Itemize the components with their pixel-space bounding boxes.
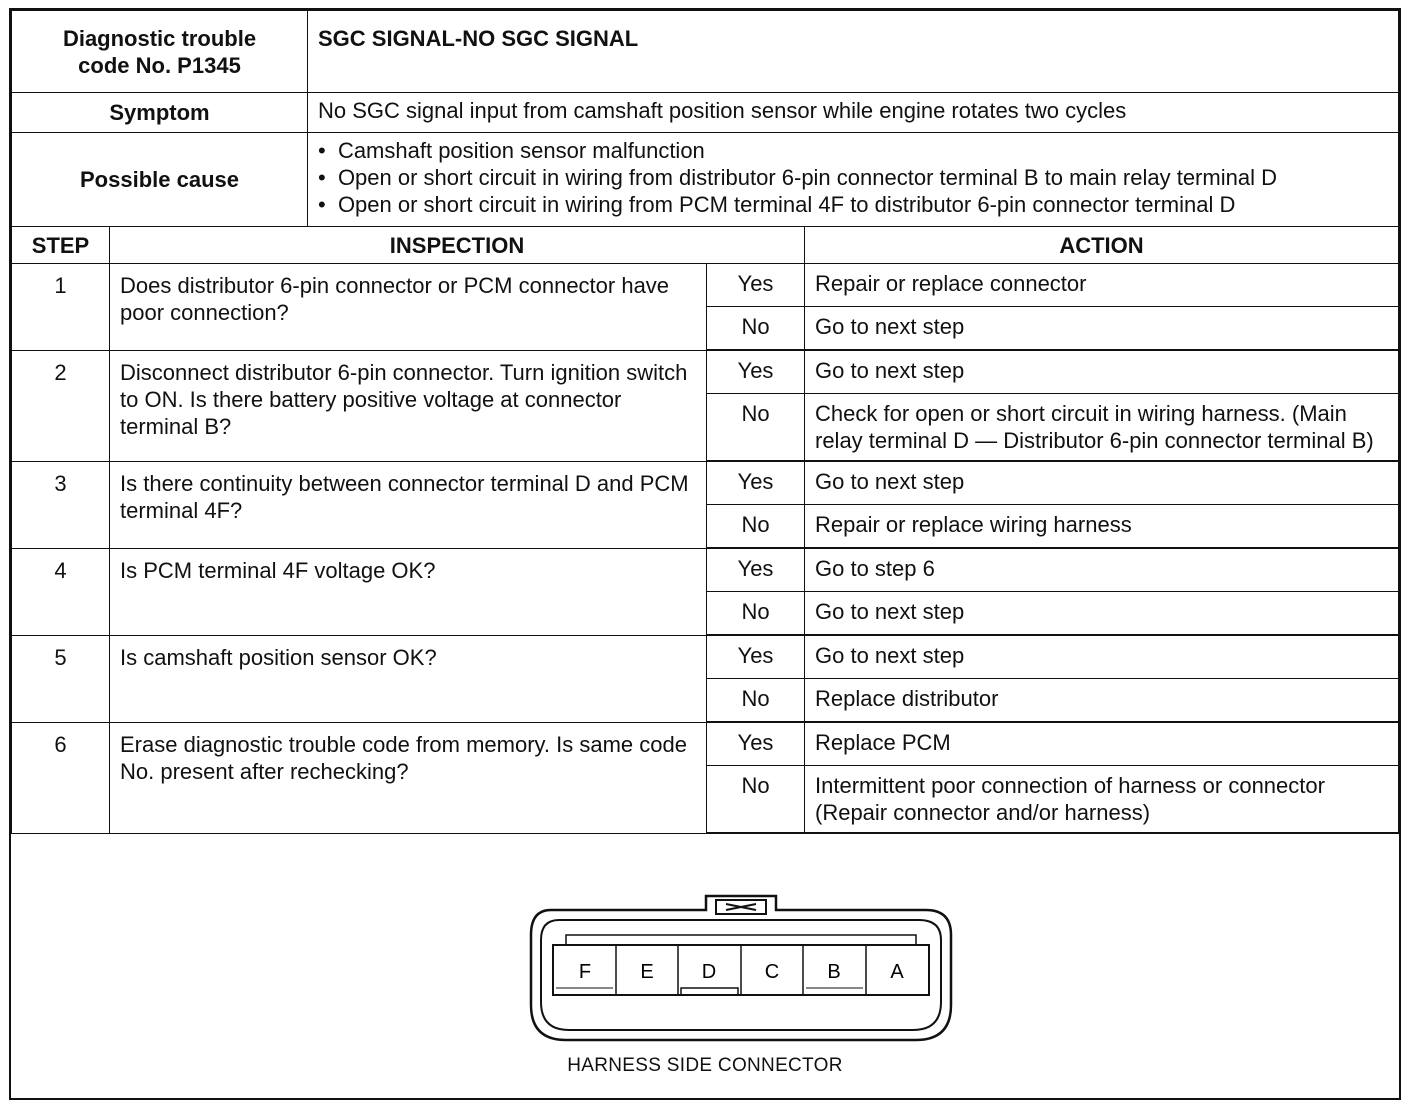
cause-item: • Open or short circuit in wiring from PCM terminal 4F to distributor 6-pin connector terminal D [318, 191, 1388, 218]
answer-no: No [707, 394, 805, 462]
connector-caption: HARNESS SIDE CONNECTOR [567, 1055, 843, 1076]
action-yes: Go to next step [805, 350, 1399, 394]
action-no: Go to next step [805, 307, 1399, 351]
symptom-text: No SGC signal input from camshaft position sensor while engine rotates two cycles [308, 93, 1399, 133]
connector-diagram [11, 850, 1399, 1098]
cause-item: • Open or short circuit in wiring from distributor 6-pin connector terminal B to main relay terminal D [318, 164, 1388, 191]
step-inspection: Is camshaft position sensor OK? [110, 635, 707, 722]
latch-mark [726, 904, 756, 910]
step-inspection: Erase diagnostic trouble code from memory. Is same code No. present after rechecking? [110, 722, 707, 833]
pin-label: A [890, 961, 904, 983]
pin-label: B [827, 961, 841, 983]
answer-yes: Yes [707, 722, 805, 766]
action-yes: Go to next step [805, 635, 1399, 679]
answer-no: No [707, 679, 805, 723]
pin-label: D [701, 961, 717, 983]
action-yes: Go to step 6 [805, 548, 1399, 592]
column-step: STEP [12, 227, 110, 264]
step-number: 3 [12, 461, 110, 548]
action-yes: Go to next step [805, 461, 1399, 505]
step-number: 2 [12, 350, 110, 461]
dtc-title: SGC SIGNAL-NO SGC SIGNAL [308, 11, 1399, 93]
column-inspection: INSPECTION [110, 227, 805, 264]
connector-rail [566, 935, 916, 945]
connector-drawing [521, 890, 961, 1050]
column-action: ACTION [805, 227, 1399, 264]
cause-label: Possible cause [12, 133, 308, 227]
answer-yes: Yes [707, 264, 805, 307]
diagnostic-sheet [9, 8, 1401, 1100]
answer-no: No [707, 307, 805, 351]
step-inspection: Is PCM terminal 4F voltage OK? [110, 548, 707, 635]
answer-yes: Yes [707, 548, 805, 592]
action-no: Replace distributor [805, 679, 1399, 723]
step-number: 5 [12, 635, 110, 722]
dtc-label: Diagnostic trouble code No. P1345 [12, 11, 308, 93]
answer-no: No [707, 592, 805, 636]
cause-list-cell [308, 133, 1399, 227]
action-yes: Replace PCM [805, 722, 1399, 766]
pin-label: E [640, 961, 654, 983]
action-no: Go to next step [805, 592, 1399, 636]
action-no: Check for open or short circuit in wiring harness. (Main relay terminal D — Distributor 6-pin connector terminal B) [805, 394, 1399, 462]
step-inspection: Is there continuity between connector terminal D and PCM terminal 4F? [110, 461, 707, 548]
step-number: 4 [12, 548, 110, 635]
answer-yes: Yes [707, 350, 805, 394]
action-no: Intermittent poor connection of harness or connector (Repair connector and/or harness) [805, 766, 1399, 834]
pin-label: C [764, 961, 780, 983]
answer-yes: Yes [707, 635, 805, 679]
steps-table [11, 226, 1399, 834]
step-number: 6 [12, 722, 110, 833]
symptom-label: Symptom [12, 93, 308, 133]
pin-label: F [578, 961, 592, 983]
cause-list [318, 137, 1388, 218]
answer-no: No [707, 766, 805, 834]
cause-item: • Camshaft position sensor malfunction [318, 137, 1388, 164]
header-table [11, 10, 1399, 227]
step-inspection: Does distributor 6-pin connector or PCM connector have poor connection? [110, 264, 707, 351]
action-no: Repair or replace wiring harness [805, 505, 1399, 549]
step-number: 1 [12, 264, 110, 351]
action-yes: Repair or replace connector [805, 264, 1399, 307]
answer-no: No [707, 505, 805, 549]
step-inspection: Disconnect distributor 6-pin connector. Turn ignition switch to ON. Is there battery positive voltage at connector terminal B? [110, 350, 707, 461]
answer-yes: Yes [707, 461, 805, 505]
